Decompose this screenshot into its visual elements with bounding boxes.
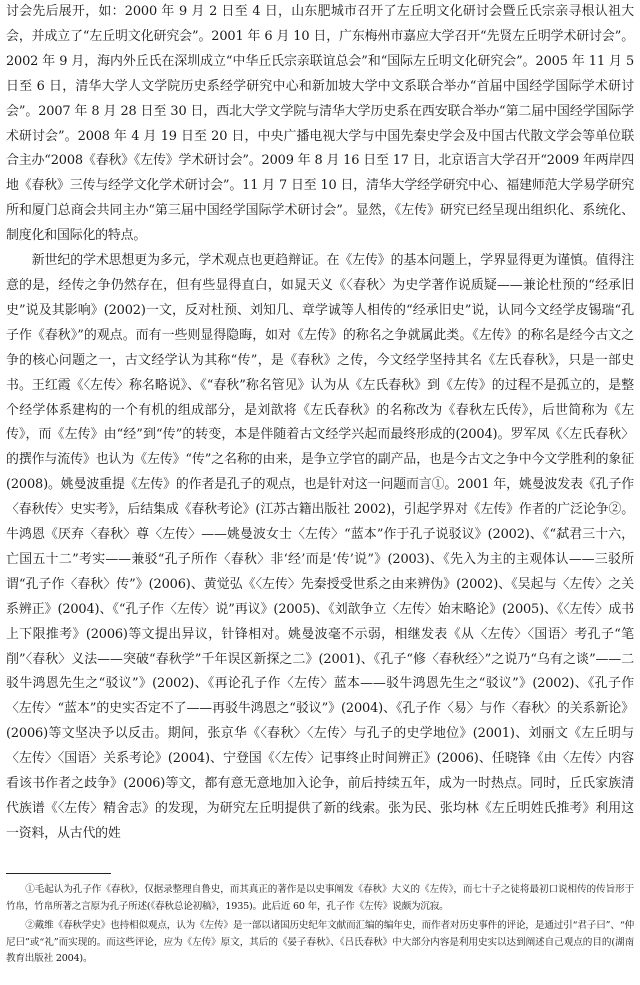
body-paragraph-1: 讨会先后展开，如：2000 年 9 月 2 日至 4 日，山东肥城市召开了左丘明文化研讨会暨丘氏宗亲寻根认祖大会，并成立了“左丘明文化研究会”。2001 年 6 月 10 日，广东梅州市嘉应大学召开“先贤左丘明学术研讨会”。2002 年 9 月，海内外丘氏在深圳成立“中华丘氏宗亲联谊总会”和“国际左丘明文化研究会”。2005 年 11 月 5 日至 6 日，清华大学人文学院历史系经学研究中心和新加坡大学中文系联合举办“首届中国经学国际学术研讨会”。2007 年 8 月 28 日至 30 日，西北大学文学院与清华大学历史系在西安联合举办“第二届中国经学国际学术研讨会”。2008 年 4 月 19 日至 20 日，中央广播电视大学与中国先秦史学会及中国古代散文学会等单位联合主办“2008《春秋》《左传》学术研讨会”。2009 年 8 月 16 日至 17 日，北京语言大学召开“2009 年两岸四地《春秋》三传与经学文化学术研讨会”。11 月 7 日至 10 日，清华大学经学研究中心、福建师范大学易学研究所和厦门总商会共同主办“第三届中国经学国际学术研讨会”。显然，《左传》研究已经呈现出组织化、系统化、制度化和国际化的特点。 <box>6 4 634 244</box>
footnote-2: ②戴维《春秋学史》也持相似观点，认为《左传》是一部以诸国历史纪年文献而汇编的编年史，而作者对历史事件的评论，是通过引“君子曰”、“仲尼曰”或“礼”而实现的。而这些评论，应为《左传》原文，其后的《晏子春秋》、《吕氏春秋》中大部分内容是利用史实以达到阐述自己观点的目的(湖南教育出版社 2004)。 <box>6 920 634 965</box>
footnotes <box>6 882 634 971</box>
footnote-divider <box>6 873 111 874</box>
document-page <box>6 0 634 985</box>
body-paragraph-2: 新世纪的学术思想更为多元，学术观点也更趋辩证。在《左传》的基本问题上，学界显得更为谨慎。值得注意的是，经传之争仍然存在，但有些显得直白，如晁天义《〈春秋〉为史学著作说质疑——兼论杜预的“经承旧史”说及其影响》(2002)一文，反对杜预、刘知几、章学诚等人相传的“经承旧史”说，认同今文经学皮锡瑞“孔子作《春秋》”的观点。而有一些则显得隐晦，如对《左传》的称名之争就属此类。《左传》的称名是经今古文之争的核心问题之一，古文经学认为其称“传”，是《春秋》之传，今文经学坚持其名《左氏春秋》，只是一部史书。王红霞《〈左传〉称名略说》、《“春秋”称名管见》认为从《左氏春秋》到《左传》的过程不是孤立的，是整个经学体系建构的一个有机的组成部分，是刘歆将《左氏春秋》的名称改为《春秋左氏传》，后世简称为《左传》，而《左传》由“经”到“传”的转变，本是伴随着古文经学兴起而最终形成的(2004)。罗军凤《〈左氏春秋〉的撰作与流传》也认为《左传》“传”之名称的由来，是争立学官的副产品，也是今古文之争中今文学胜利的象征(2008)。姚曼波重提《左传》的作者是孔子的观点，也是针对这一问题而言①。2001 年，姚曼波发表《孔子作〈春秋传〉史实考》，后结集成《春秋考论》(江苏古籍出版社 2002)，引起学界对《左传》作者的广泛论争②。牛鸿恩《厌弃〈春秋〉尊〈左传〉——姚曼波女士〈左传〉“蓝本”作于孔子说驳议》(2002)、《“弑君三十六，亡国五十二”考实——兼驳“孔子所作〈春秋〉非‘经’而是‘传’说”》(2003)、《先入为主的主观体认——三驳所谓“孔子作〈春秋〉传”》(2006)、黄觉弘《〈左传〉先秦授受世系之由来辨伪》(2002)、《吴起与〈左传〉之关系辨正》(2004)、《“孔子作〈左传〉说”再议》(2005)、《刘歆争立〈左传〉始末略论》(2005)、《〈左传〉成书上下限推考》(2006)等文提出异议，针锋相对。姚曼波毫不示弱，相继发表《从〈左传〉〈国语〉考孔子“笔削”〈春秋〉义法——突破“春秋学”千年误区新探之二》(2001)、《孔子“修〈春秋经〉”之说乃“乌有之谈”——二驳牛鸿恩先生之“驳议”》(2002)、《再论孔子作〈左传〉蓝本——驳牛鸿恩先生之“驳议”》(2002)、《孔子作〈左传〉“蓝本”的史实否定不了——再驳牛鸿恩之“驳议”》(2004)、《孔子作〈易〉与作〈春秋〉的关系新论》(2006)等文坚决予以反击。期间，张京华《〈春秋〉〈左传〉与孔子的史学地位》(2001)、刘丽文《左丘明与〈左传〉〈国语〉关系考论》(2004)、宁登国《〈左传〉记事终止时间辨正》(2006)、任晓锋《由〈左传〉内容看该书作者之歧争》(2006)等文，都有意无意地加入论争，前后持续五年，成为一时热点。同时，丘氏家族清代族谱《〈左传〉精舍志》的发现，为研究左丘明提供了新的线索。张为民、张均林《左丘明姓氏推考》利用这一资料，从古代的姓 <box>6 253 634 841</box>
footnote-1: ①毛起认为孔子作《春秋》，仅据录整理自鲁史，而其真正的著作是以史事阐发《春秋》大义的《左传》，而七十子之徒将最初口说相传的传旨形于竹帛，竹帛所著之言原为孔子所述(《春秋总论初稿》，1935)。此后近 60 年，孔子作《左传》说颇为沉寂。 <box>6 884 634 912</box>
